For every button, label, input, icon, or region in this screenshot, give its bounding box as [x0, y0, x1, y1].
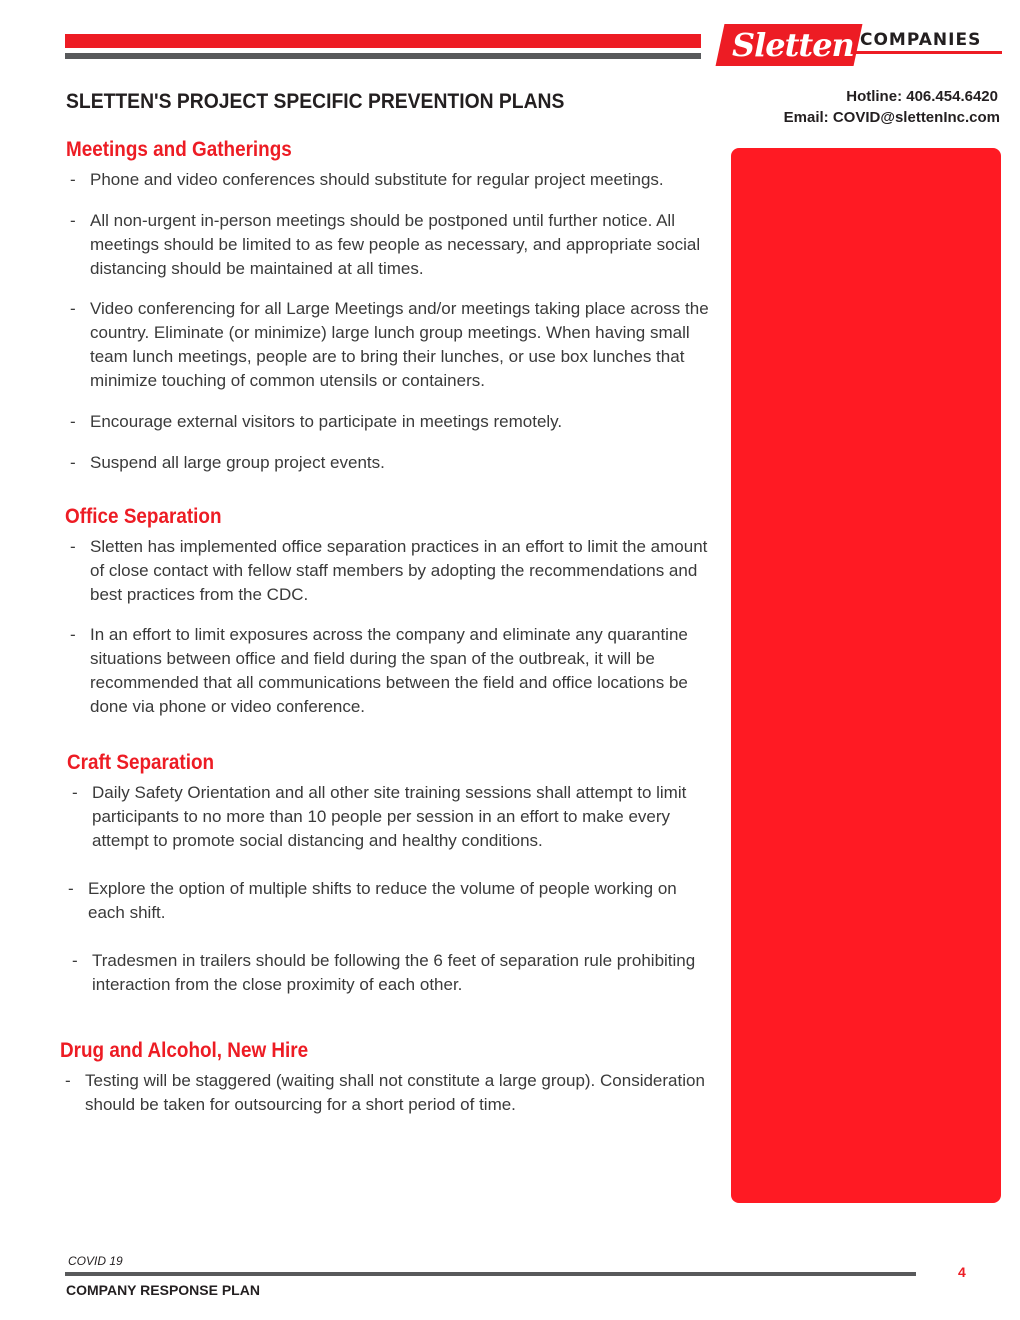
- list-item: - In an effort to limit exposures across the company and eliminate any quarantine situations between office and field during the span of the outbreak, it will be recommended that all communications between the field and office locations be done via phone or video conference.: [70, 625, 688, 716]
- list-item: - Video conferencing for all Large Meetings and/or meetings taking place across the country. Eliminate (or minimize) large lunch group meetings. When having small team lunch meetings, people are to bring their lunches, or use box lunches that minimize touching of common utensils or containers.: [70, 299, 709, 390]
- list-item: - Phone and video conferences should substitute for regular project meetings.: [70, 168, 690, 192]
- list-item: - Tradesmen in trailers should be following the 6 feet of separation rule prohibiting interaction from the close proximity of each other.: [72, 951, 696, 994]
- bullet-dash: -: [70, 412, 76, 431]
- bullet-dash: -: [72, 783, 78, 802]
- list-item: - All non-urgent in-person meetings should be postponed until further notice. All meetings should be limited to as few people as necessary, and appropriate social distancing should be maintained at all times.: [70, 211, 701, 278]
- list-item: - Explore the option of multiple shifts to reduce the volume of people working on each shift.: [68, 879, 677, 922]
- hotline-text: Hotline: 406.454.6420: [846, 88, 998, 105]
- logo-wordmark: Sletten: [732, 26, 854, 64]
- bullet-dash: -: [68, 879, 74, 898]
- logo-underline: [854, 51, 1002, 54]
- bullet-dash: -: [65, 1071, 71, 1090]
- footer-rule: [65, 1272, 916, 1276]
- list-item: - Daily Safety Orientation and all other site training sessions shall attempt to limit participants to no more than 10 people per session in an effort to make every attempt to promote social distancing and healthy conditions.: [72, 783, 687, 850]
- bullet-dash: -: [70, 211, 76, 230]
- footer-plan: COMPANY RESPONSE PLAN: [66, 1282, 260, 1298]
- list-item: - Sletten has implemented office separation practices in an effort to limit the amount of close contact with fellow staff members by adopting the recommendations and best practices from the CDC.: [70, 537, 708, 604]
- page-title: SLETTEN'S PROJECT SPECIFIC PREVENTION PLANS: [66, 90, 565, 113]
- bullet-dash: -: [70, 625, 76, 644]
- section-heading-craft: Craft Separation: [67, 751, 215, 774]
- logo-companies: COMPANIES: [860, 30, 982, 50]
- header-gray-bar: [65, 53, 701, 59]
- list-item: - Encourage external visitors to participate in meetings remotely.: [70, 410, 710, 434]
- bullet-dash: -: [70, 453, 76, 472]
- bullet-dash: -: [72, 951, 78, 970]
- page-number: 4: [958, 1264, 966, 1280]
- sletten-logo: [714, 22, 1014, 72]
- section-heading-office: Office Separation: [65, 505, 222, 528]
- side-panel: [731, 148, 1001, 1203]
- bullet-dash: -: [70, 299, 76, 318]
- header-red-bar: [65, 34, 701, 48]
- section-heading-meetings: Meetings and Gatherings: [66, 138, 292, 161]
- bullet-dash: -: [70, 170, 76, 189]
- contact-info: [784, 86, 1000, 128]
- section-heading-drug: Drug and Alcohol, New Hire: [60, 1039, 309, 1062]
- bullet-dash: -: [70, 537, 76, 556]
- list-item: - Testing will be staggered (waiting shall not constitute a large group). Consideration should be taken for outsourcing for a short period of time.: [65, 1071, 705, 1114]
- list-item: - Suspend all large group project events.: [70, 451, 710, 475]
- footer-label: COVID 19: [68, 1254, 123, 1268]
- email-text: Email: COVID@slettenInc.com: [783, 109, 1000, 126]
